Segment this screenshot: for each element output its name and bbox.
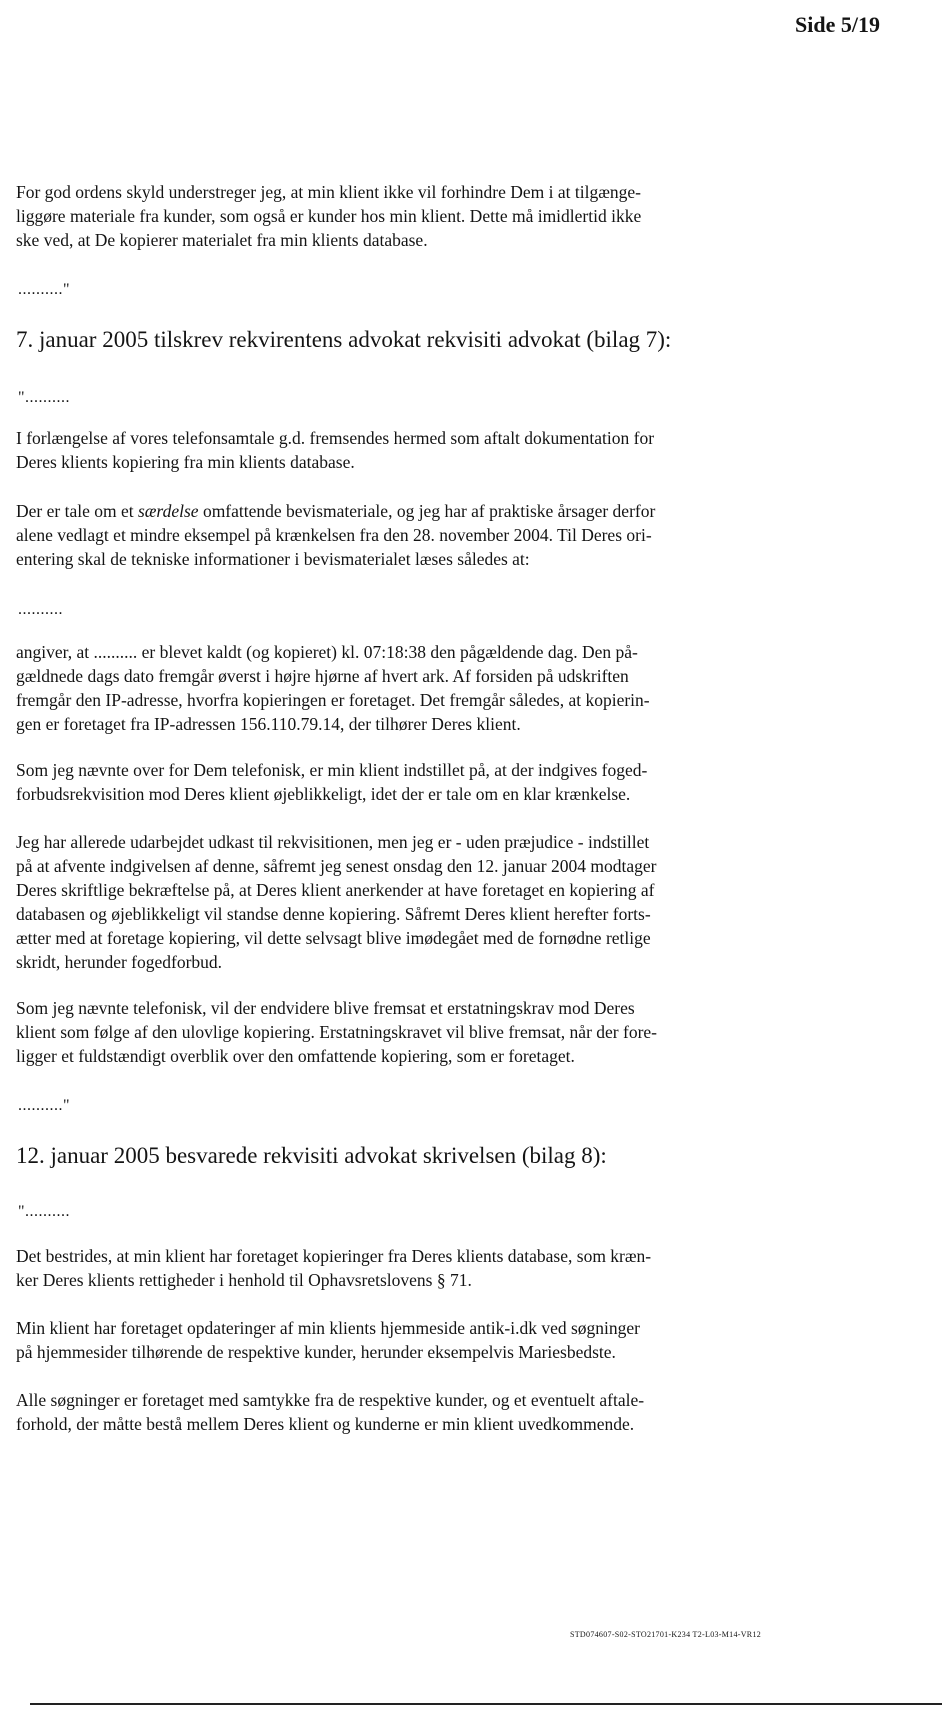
text-line: Deres klients kopiering fra min klients database. xyxy=(16,452,355,472)
emphasis-text: særdelse xyxy=(137,501,199,521)
text-line: Det bestrides, at min klient har foretaget kopieringer fra Deres klients database, som kræn- xyxy=(16,1246,652,1266)
text-line: databasen og øjeblikkeligt vil standse denne kopiering. Såfremt Deres klient herefter forts- xyxy=(16,904,651,924)
page-number: Side 5/19 xyxy=(795,12,880,37)
text-line: på hjemmesider tilhørende de respektive kunder, herunder eksempelvis Mariesbedste. xyxy=(16,1342,616,1362)
text-line: Deres skriftlige bekræftelse på, at Deres klient anerkender at have foretaget en kopiering af xyxy=(16,880,655,900)
text-line: angiver, at .......... er blevet kaldt (og kopieret) kl. 07:18:38 den pågældende dag. Den på- xyxy=(16,642,638,662)
text-line: ligger et fuldstændigt overblik over den omfattende kopiering, som er foretaget. xyxy=(16,1046,575,1066)
text-line: gen er foretaget fra IP-adressen 156.110.79.14, der tilhører Deres klient. xyxy=(16,714,521,734)
section-heading: 7. januar 2005 tilskrev rekvirentens advokat rekvisiti advokat (bilag 7): xyxy=(16,327,672,352)
quote-end-marker: .........." xyxy=(18,281,71,298)
quote-end-marker: .........." xyxy=(18,1097,71,1114)
text-line: forbudsrekvisition mod Deres klient øjeblikkeligt, idet der er tale om en klar krænkelse. xyxy=(16,784,631,804)
text-line: skridt, herunder fogedforbud. xyxy=(16,952,223,972)
text-line: ske ved, at De kopierer materialet fra min klients database. xyxy=(16,230,428,250)
text-line: Alle søgninger er foretaget med samtykke fra de respektive kunder, og et eventuelt aftale- xyxy=(16,1390,645,1410)
ellipsis-marker: .......... xyxy=(18,601,63,618)
text-segment: omfattende bevismateriale, og jeg har af praktiske årsager derfor xyxy=(198,501,656,521)
text-line: på at afvente indgivelsen af denne, såfremt jeg senest onsdag den 12. januar 2004 modtager xyxy=(16,856,657,876)
text-line: Som jeg nævnte telefonisk, vil der endvidere blive fremsat et erstatningskrav mod Deres xyxy=(16,998,635,1018)
text-line: Som jeg nævnte over for Dem telefonisk, er min klient indstillet på, at der indgives foged- xyxy=(16,760,648,780)
section-heading: 12. januar 2005 besvarede rekvisiti advokat skrivelsen (bilag 8): xyxy=(16,1143,607,1168)
text-line: klient som følge af den ulovlige kopiering. Erstatningskravet vil blive fremsat, når der fore- xyxy=(16,1022,657,1042)
text-line: forhold, der måtte bestå mellem Deres klient og kunderne er min klient uvedkommende. xyxy=(16,1414,635,1434)
text-line: Jeg har allerede udarbejdet udkast til rekvisitionen, men jeg er - uden præjudice - indstillet xyxy=(16,832,650,852)
text-line: entering skal de tekniske informationer i bevismaterialet læses således at: xyxy=(16,549,530,569)
bottom-rule xyxy=(30,1703,942,1705)
text-line: ker Deres klients rettigheder i henhold til Ophavsretslovens § 71. xyxy=(16,1270,472,1290)
text-line: For god ordens skyld understreger jeg, at min klient ikke vil forhindre Dem i at tilgænge- xyxy=(16,182,642,202)
quote-start-marker: ".......... xyxy=(18,389,71,406)
text-segment: Der er tale om et xyxy=(16,501,138,521)
text-line: gældnede dags dato fremgår øverst i højre hjørne af hvert ark. Af forsiden på udskriften xyxy=(16,666,629,686)
text-line: liggøre materiale fra kunder, som også er kunder hos min klient. Dette må imidlertid ikke xyxy=(16,206,642,226)
text-line: fremgår den IP-adresse, hvorfra kopieringen er foretaget. Det fremgår således, at kopierin- xyxy=(16,690,650,710)
text-line: alene vedlagt et mindre eksempel på krænkelsen fra den 28. november 2004. Til Deres ori- xyxy=(16,525,652,545)
document-reference-code: STD074607-S02-STO21701-K234 T2-L03-M14-VR12 xyxy=(570,1630,762,1639)
text-line: I forlængelse af vores telefonsamtale g.d. fremsendes hermed som aftalt dokumentation for xyxy=(16,428,655,448)
quote-start-marker: ".......... xyxy=(18,1203,71,1220)
text-line xyxy=(16,503,655,521)
text-line: Min klient har foretaget opdateringer af min klients hjemmeside antik-i.dk ved søgninger xyxy=(16,1318,640,1338)
text-line: ætter med at foretage kopiering, vil dette selvsagt blive imødegået med de fornødne retlige xyxy=(16,928,651,948)
